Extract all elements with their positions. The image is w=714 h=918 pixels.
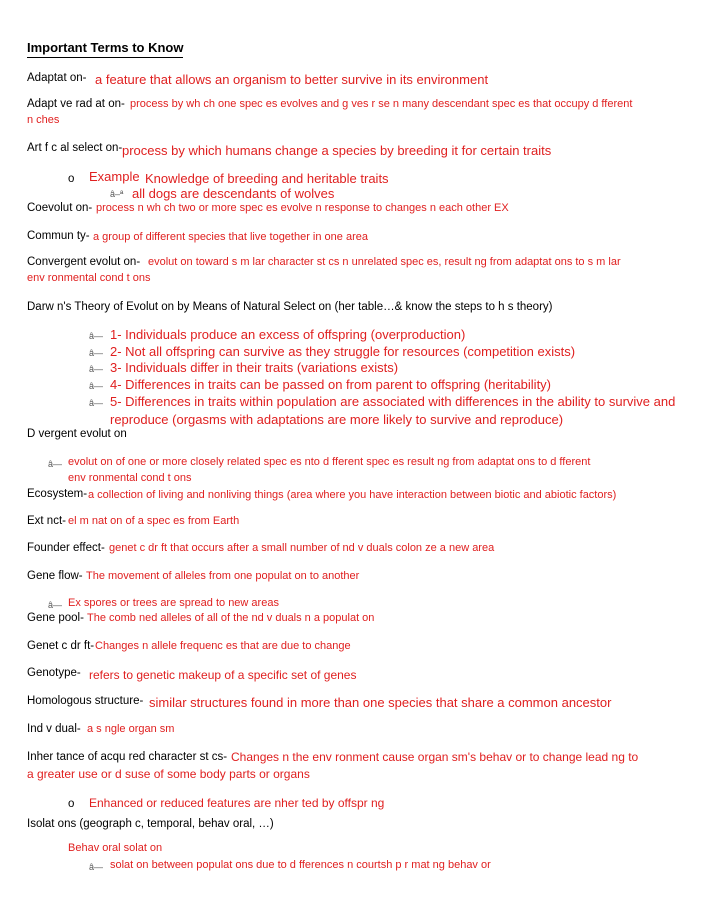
def-individual: a s ngle organ sm [87,723,175,735]
term-gene-pool: Gene pool- [27,612,84,624]
term-ecosystem: Ecosystem- [27,488,88,500]
term-inheritance-acquired: Inher tance of acqu red character st cs- [27,751,228,763]
behavioral-isolation-heading: Behav oral solat on [68,842,163,854]
def-coevolution: process n wh ch two or more spec es evolve n response to changes n each other EX [96,202,509,214]
sub-bullet-icon: â–ª [110,189,124,199]
def-ecosystem: a collection of living and nonliving things (area where you have interaction between biotic and abiotic factors) [88,489,617,501]
bullet-icon: â— [89,331,104,341]
behavioral-isolation-def: solat on between populat ons due to d fferences n courtsh p r mat ng behav or [110,859,491,871]
def-gene-pool: The comb ned alleles of all of the nd v duals n a populat on [87,612,375,624]
bullet-icon: â— [48,600,63,610]
def-artificial-selection: process by which humans change a species by breeding it for certain traits [122,143,552,158]
bullet-icon: â— [89,364,104,374]
term-genetic-drift: Genet c dr ft- [27,640,95,652]
def-community: a group of different species that live together in one area [93,231,368,243]
inheritance-sub-text: Enhanced or reduced features are nher ted by offspr ng [89,796,385,810]
term-founder-effect: Founder effect- [27,542,105,554]
def-adaptation: a feature that allows an organism to better survive in its environment [95,72,489,87]
def-divergent-evolution-cont: env ronmental cond t ons [68,472,192,484]
darwin-step: 3- Individuals differ in their traits (variations exists) [110,360,399,375]
term-gene-flow: Gene flow- [27,570,83,582]
def-inheritance-acquired-cont: a greater use or d suse of some body parts or organs [27,767,310,781]
term-divergent-evolution: D vergent evolut on [27,428,127,440]
def-homologous-structure: similar structures found in more than one species that share a common ancestor [149,695,612,710]
heading-darwin-theory: Darw n's Theory of Evolut on by Means of Natural Select on (her table…& know the steps to h s theory) [27,301,553,313]
darwin-step: 2- Not all offspring can survive as they struggle for resources (competition exists) [110,344,576,359]
term-adaptive-radiation: Adapt ve rad at on- [27,98,125,110]
darwin-step: 5- Differences in traits within population are associated with differences in the ability to survive and [110,394,676,409]
def-founder-effect: genet c dr ft that occurs after a small number of nd v duals colon ze a new area [109,542,495,554]
darwin-step: 1- Individuals produce an excess of offspring (overproduction) [110,327,466,342]
term-artificial-selection: Art f c al select on- [27,142,123,154]
def-adaptive-radiation: process by wh ch one spec es evolves and g ves r se n many descendant spec es that occupy d fferent [130,98,633,110]
darwin-step-cont: reproduce (orgasms with adaptations are more likely to survive and reproduce) [110,412,564,427]
bullet-o: o [68,173,75,185]
bullet-icon: â— [89,862,104,872]
example-text: Knowledge of breeding and heritable traits [145,171,389,186]
term-isolations: Isolat ons (geograph c, temporal, behav oral, …) [27,818,274,830]
example-label: Example [89,169,140,184]
bullet-o: o [68,798,75,810]
bullet-icon: â— [48,459,63,469]
term-community: Commun ty- [27,230,90,242]
def-genetic-drift: Changes n allele frequenc es that are due to change [95,640,351,652]
def-adaptive-radiation-cont: n ches [27,114,60,126]
page-title: Important Terms to Know [27,40,183,58]
def-gene-flow: The movement of alleles from one populat on to another [86,570,360,582]
term-adaptation: Adaptat on- [27,72,87,84]
def-convergent-evolution-cont: env ronmental cond t ons [27,272,151,284]
term-extinct: Ext nct- [27,515,66,527]
def-divergent-evolution: evolut on of one or more closely related spec es nto d fferent spec es result ng from adaptat ons to d fferent [68,456,591,468]
def-convergent-evolution: evolut on toward s m lar character st cs n unrelated spec es, result ng from adaptat ons to s m lar [148,256,621,268]
def-inheritance-acquired: Changes n the env ronment cause organ sm's behav or to change lead ng to [231,750,639,764]
term-homologous-structure: Homologous structure- [27,695,144,707]
bullet-icon: â— [89,348,104,358]
bullet-icon: â— [89,398,104,408]
sub-text-dogs: all dogs are descendants of wolves [132,186,335,201]
term-convergent-evolution: Convergent evolut on- [27,256,141,268]
term-coevolution: Coevolut on- [27,202,93,214]
darwin-step: 4- Differences in traits can be passed on from parent to offspring (heritability) [110,377,552,392]
term-genotype: Genotype- [27,667,81,679]
def-genotype: refers to genetic makeup of a specific set of genes [89,668,357,682]
def-extinct: el m nat on of a spec es from Earth [68,515,240,527]
bullet-icon: â— [89,381,104,391]
gene-flow-example: Ex spores or trees are spread to new areas [68,597,279,609]
term-individual: Ind v dual- [27,723,81,735]
